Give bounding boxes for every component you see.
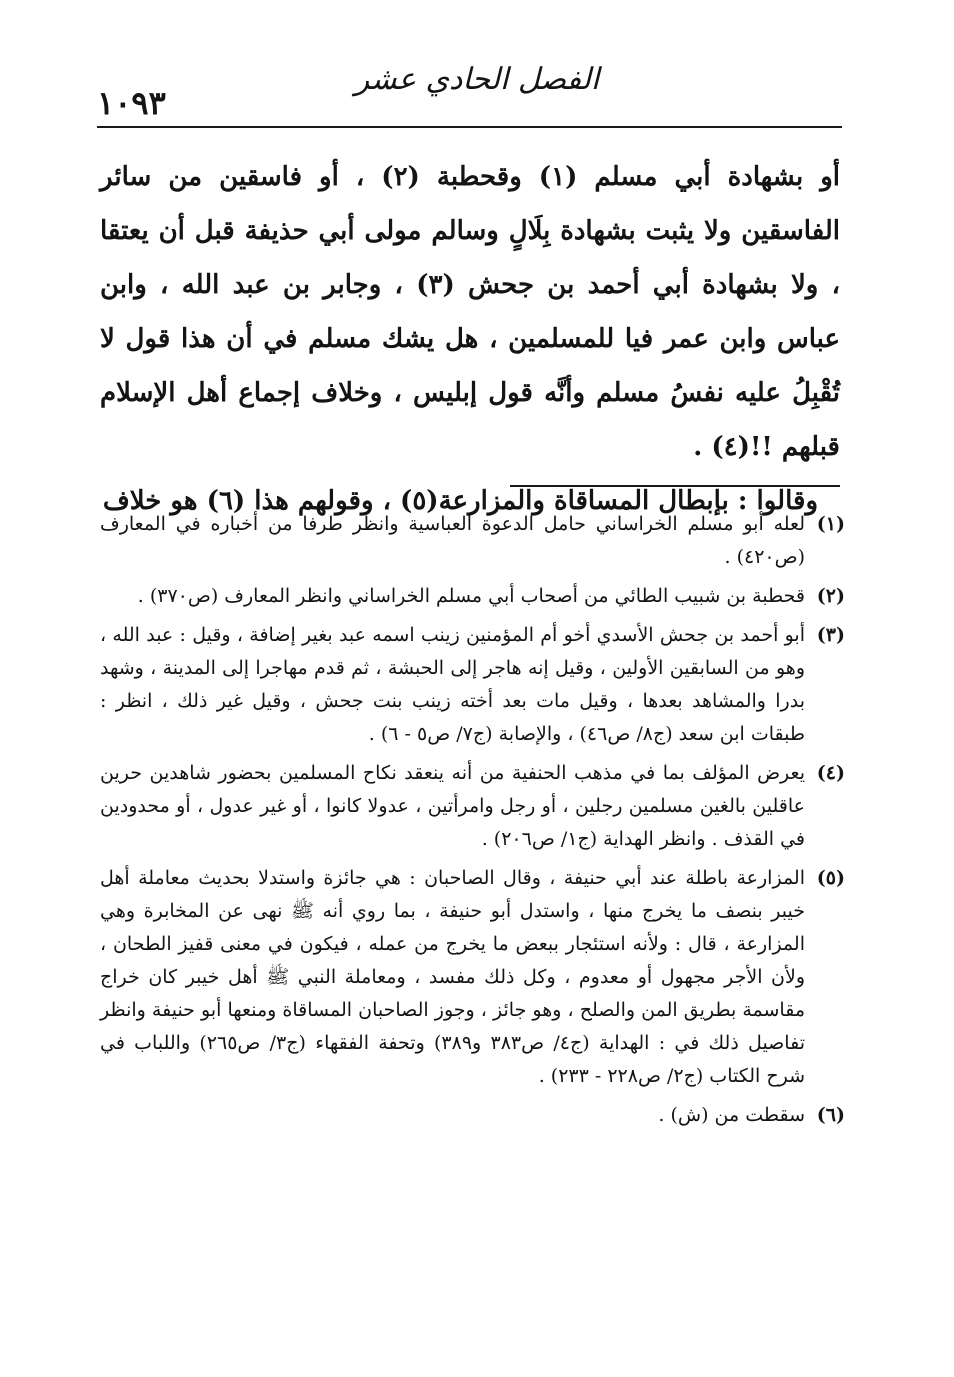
footnote-number: (٥) [816,867,845,889]
footnote-number: (٦) [816,1104,845,1126]
page-number: ١٠٩٣ [97,84,166,122]
footnote-6 [100,1099,845,1132]
footnote-text: المزارعة باطلة عند أبي حنيفة ، وقال الصاحبان : هي جائزة واستدلا بحديث معاملة أهل خيبر بنصف ما يخرج منها ، واستدل أبو حنيفة ، بما روي أنه ﷺ نهى عن المخابرة وهي المزارعة ، قال : ولأنه استئجار ببعض ما يخرج من عمله ، فيكون في معنى قفيز الطحان ، ولأن الأجر مجهول أو معدوم ، وكل ذلك مفسد ، ومعاملة النبي ﷺ أهل خيبر كان خراج مقاسمة بطريق المن والصلح ، وهو جائز ، وجوز الصاحبان المساقاة ومنعها أبو حنيفة وانظر تفاصيل ذلك في : الهداية (ج٤/ ص٣٨٣ و٣٨٩) وتحفة الفقهاء (ج٣/ ص٢٦٥) واللباب في شرح الكتاب (ج٢/ ص٢٢٨ - ٢٣٣) . [100,867,805,1087]
footnote-3 [100,619,845,751]
footnote-divider [510,485,840,487]
footnote-text: سقطت من (ش) . [658,1104,805,1126]
header-divider [97,126,842,128]
footnote-number: (٤) [816,762,845,784]
footnote-text: قحطبة بن شبيب الطائي من أصحاب أبي مسلم الخراساني وانظر المعارف (ص٣٧٠) . [137,585,805,607]
footnotes-section [100,508,845,1138]
footnote-2 [100,580,845,613]
footnote-text: يعرض المؤلف بما في مذهب الحنفية من أنه ينعقد نكاح المسلمين بحضور شاهدين حرين عاقلين بالغين مسلمين رجلين ، أو رجل وامرأتين ، عدولا كانوا ، أو غير عدول ، أو محدودين في القذف . وانظر الهداية (ج١/ ص٢٠٦) . [100,762,805,850]
footnote-number: (٢) [816,585,845,607]
footnote-4 [100,757,845,856]
footnote-number: (٣) [816,624,845,646]
footnote-5 [100,862,845,1093]
chapter-title: الفصل الحادي عشر [354,62,600,97]
footnote-text: أبو أحمد بن جحش الأسدي أخو أم المؤمنين زينب اسمه عبد بغير إضافة ، وقيل : عبد الله ، وهو من السابقين الأولين ، وقيل إنه هاجر إلى الحبشة ، ثم قدم مهاجرا إلى المدينة ، وشهد بدرا والمشاهد بعدها ، وقيل مات بعد أخته زينب بنت جحش ، وقيل غير ذلك ، انظر : طبقات ابن سعد (ج٨/ ص٤٦) ، والإصابة (ج٧/ ص٥ - ٦) . [100,624,805,745]
body-paragraph: وقالوا : بإبطال المساقاة والمزارعة(٥) ، وقولهم هذا (٦) هو خلاف [102,486,818,516]
footnote-number: (١) [816,513,845,535]
main-text [100,150,840,528]
body-paragraph: أو بشهادة أبي مسلم (١) وقحطبة (٢) ، أو فاسقين من سائر الفاسقين ولا يثبت بشهادة بِلَالٍ وسالم مولى أبي حذيفة قبل أن يعتقا ، ولا بشهادة أبي أحمد بن جحش (٣) ، وجابر بن عبد الله ، وابن عباس وابن عمر فيا للمسلمين ، هل يشك مسلم في أن هذا قول لا تُقْبِلُ عليه نفسُ مسلم وأنَّه قول إبليس ، وخلاف إجماع أهل الإسلام قبلهم !!(٤) . [100,162,840,462]
footnote-1 [100,508,845,574]
footnote-text: لعله أبو مسلم الخراساني حامل الدعوة العباسية وانظر طرفا من أخباره في المعارف (ص٤٢٠) . [100,513,805,568]
